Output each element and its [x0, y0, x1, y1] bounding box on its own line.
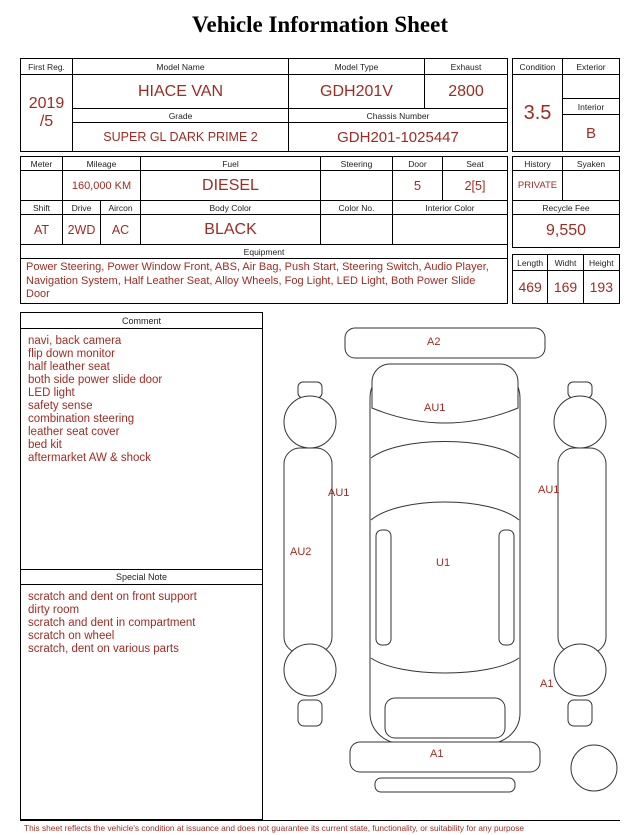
grade-value: SUPER GL DARK PRIME 2 [73, 123, 289, 151]
first-reg-header: First Reg. [21, 59, 73, 75]
aircon-value: AC [101, 215, 141, 245]
diagram-label-a1-right: A1 [540, 678, 554, 690]
wheel-front-right [554, 396, 606, 448]
car-body [370, 368, 520, 743]
steering-value [321, 171, 393, 201]
diagram-label-a1-rear: A1 [430, 748, 444, 760]
meter-value [21, 171, 63, 201]
right-rear-step [568, 700, 592, 726]
special-note-item: scratch and dent in compartment [28, 617, 196, 629]
page-title: Vehicle Information Sheet [192, 12, 448, 37]
front-view [372, 364, 518, 423]
drive-header: Drive [63, 201, 101, 215]
history-header: History [513, 157, 563, 171]
comment-item: flip down monitor [28, 348, 115, 360]
first-reg-value [21, 75, 73, 151]
exhaust-value: 2800 [425, 75, 507, 109]
interior-color-header: Interior Color [393, 201, 507, 215]
body-color-header: Body Color [141, 201, 321, 215]
model-type-header: Model Type [289, 59, 425, 75]
comment-item: half leather seat [28, 361, 110, 373]
length-value: 469 [513, 271, 548, 303]
comment-item: bed kit [28, 439, 62, 451]
front-bumper [345, 328, 545, 358]
equipment-header: Equipment [21, 245, 507, 259]
grade-header: Grade [73, 109, 289, 123]
diagram-label-au2: AU2 [290, 546, 312, 558]
condition-table [512, 58, 620, 152]
special-note-item: dirty room [28, 604, 80, 616]
special-note-item: scratch on wheel [28, 630, 115, 642]
drive-value: 2WD [63, 215, 101, 245]
interior-header: Interior [563, 99, 619, 115]
model-type-value: GDH201V [289, 75, 425, 109]
door-value: 5 [393, 171, 443, 201]
mileage-header: Mileage [63, 157, 141, 171]
specs-table [20, 156, 508, 304]
comment-header: Comment [21, 313, 262, 329]
equipment-value: Power Steering, Power Window Front, ABS, Air Bag, Push Start, Steering Switch, Audio Player, Navigation System, Half Leather Seat, Alloy Wheels, Fog Light, LED Light, Both Power Slide Door [26, 261, 489, 300]
syaken-value [563, 171, 619, 201]
exterior-header: Exterior [563, 59, 619, 75]
comment-item: safety sense [28, 400, 93, 412]
exhaust-header: Exhaust [425, 59, 507, 75]
spare-tire [571, 745, 617, 791]
fuel-header: Fuel [141, 157, 321, 171]
comment-item: combination steering [28, 413, 135, 425]
footer-disclaimer: This sheet reflects the vehicle's condition at issuance and does not guarantee its current state, functionality, or suitability for any purpose [24, 823, 524, 833]
door-header: Door [393, 157, 443, 171]
special-note-list [21, 585, 262, 662]
steering-header: Steering [321, 157, 393, 171]
interior-color-value [393, 215, 507, 245]
diagram-label-a2: A2 [427, 336, 441, 348]
left-rear-step [298, 700, 322, 726]
diagram-label-au1-right: AU1 [538, 484, 560, 496]
height-value: 193 [589, 279, 613, 295]
interior-grade-value: B [585, 124, 596, 142]
comment-item: navi, back camera [28, 335, 122, 347]
recycle-fee-header: Recycle Fee [513, 201, 619, 215]
condition-header: Condition [513, 59, 563, 75]
chassis-number-value: GDH201-1025447 [337, 128, 459, 146]
comment-list [21, 329, 262, 569]
rear-lower-bar [375, 778, 515, 792]
shift-header: Shift [21, 201, 63, 215]
comment-item: aftermarket AW & shock [28, 452, 151, 464]
width-header: Widht [548, 255, 583, 271]
condition-score: 3.5 [513, 75, 563, 151]
diagram-label-au1-left: AU1 [328, 487, 350, 499]
wheel-rear-right [554, 644, 606, 696]
fuel-value: DIESEL [141, 171, 321, 201]
special-note-header: Special Note [21, 569, 262, 585]
wheel-front-left [284, 396, 336, 448]
wheel-rear-left [284, 644, 336, 696]
syaken-header: Syaken [563, 157, 619, 171]
model-name-header: Model Name [73, 59, 289, 75]
rear-bumper [350, 742, 540, 772]
comment-item: LED light [28, 387, 75, 399]
color-no-value [321, 215, 393, 245]
seat-value: 2[5] [443, 171, 507, 201]
length-header: Length [513, 255, 548, 271]
height-header: Height [584, 255, 619, 271]
first-reg-year: 2019 [28, 95, 65, 112]
right-side-panel [558, 448, 606, 653]
dimensions-table [512, 254, 620, 304]
comment-item: leather seat cover [28, 426, 120, 438]
chassis-number-header: Chassis Number [289, 109, 507, 123]
model-name-value: HIACE VAN [73, 75, 289, 109]
mileage-value: 160,000 KM [63, 171, 141, 201]
aircon-header: Aircon [101, 201, 141, 215]
special-note-item: scratch and dent on front support [28, 591, 197, 603]
meter-header: Meter [21, 157, 63, 171]
first-reg-month: /5 [39, 113, 54, 130]
exterior-grade-value [563, 75, 619, 99]
car-diagram [270, 310, 620, 820]
special-note-item: scratch, dent on various parts [28, 643, 179, 655]
history-table [512, 156, 620, 248]
history-value: PRIVATE [513, 171, 563, 201]
comment-panel [20, 312, 263, 820]
body-color-value: BLACK [141, 215, 321, 245]
recycle-fee-value: 9,550 [545, 222, 587, 239]
diagram-label-au1-front: AU1 [424, 402, 446, 414]
comment-item: both side power slide door [28, 374, 163, 386]
diagram-label-u1: U1 [436, 557, 451, 569]
seat-header: Seat [443, 157, 507, 171]
shift-value: AT [21, 215, 63, 245]
width-value: 169 [548, 271, 583, 303]
registration-table [20, 58, 508, 152]
color-no-header: Color No. [321, 201, 393, 215]
footer-divider [20, 820, 620, 821]
